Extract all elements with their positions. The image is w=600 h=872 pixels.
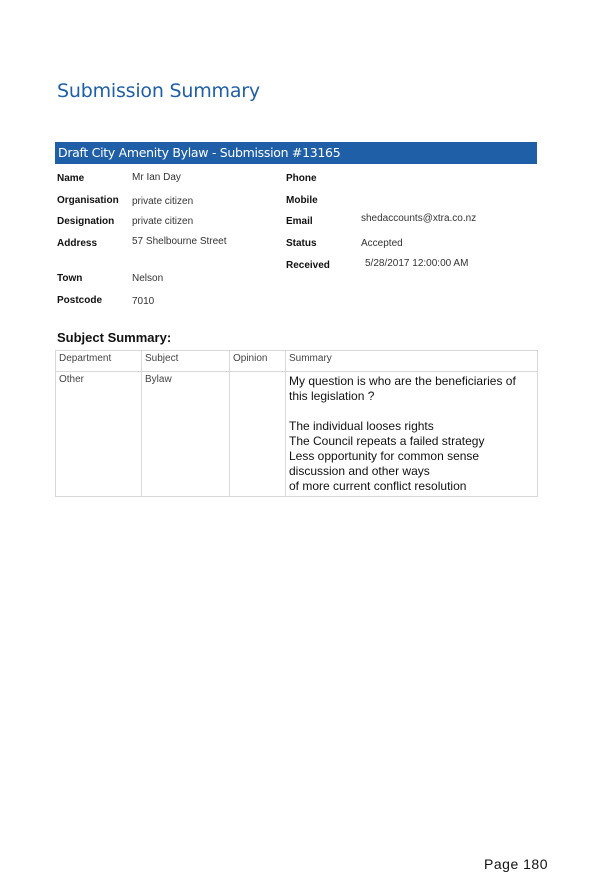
column-header-opinion: Opinion — [230, 351, 286, 372]
phone-label: Phone — [286, 173, 317, 184]
designation-label: Designation — [57, 216, 115, 227]
column-header-summary: Summary — [286, 351, 538, 372]
status-label: Status — [286, 238, 317, 249]
postcode-value: 7010 — [132, 296, 155, 307]
subject-summary-heading: Subject Summary: — [57, 330, 172, 345]
page-title: Submission Summary — [57, 80, 260, 102]
designation-value: private citizen — [132, 216, 194, 227]
town-label: Town — [57, 273, 83, 284]
summary-cell — [286, 372, 538, 497]
address-label: Address — [57, 238, 98, 249]
received-value: 5/28/2017 12:00:00 AM — [365, 258, 469, 269]
email-label: Email — [286, 216, 313, 227]
summary-paragraph: The individual looses rights The Council repeats a failed strategy Less opportunity for common sense discussion and other ways of more current conflict resolution — [289, 419, 485, 493]
town-value: Nelson — [132, 273, 164, 284]
name-value: Mr Ian Day — [132, 172, 181, 183]
organisation-label: Organisation — [57, 195, 119, 206]
email-value: shedaccounts@xtra.co.nz — [361, 213, 477, 224]
postcode-label: Postcode — [57, 295, 103, 306]
organisation-value: private citizen — [132, 196, 194, 207]
department-cell: Other — [56, 372, 142, 497]
received-label: Received — [286, 260, 330, 271]
summary-paragraph: My question is who are the beneficiaries of this legislation ? — [289, 374, 516, 403]
subject-summary-table — [55, 350, 538, 497]
page-number: Page 180 — [484, 856, 548, 872]
submission-banner: Draft City Amenity Bylaw - Submission #13165 — [55, 142, 537, 164]
table-header-row — [56, 351, 538, 372]
name-label: Name — [57, 173, 85, 184]
address-value: 57 Shelbourne Street — [132, 236, 227, 247]
opinion-cell — [230, 372, 286, 497]
column-header-department: Department — [56, 351, 142, 372]
mobile-label: Mobile — [286, 195, 318, 206]
subject-cell: Bylaw — [142, 372, 230, 497]
table-row — [56, 372, 538, 497]
column-header-subject: Subject — [142, 351, 230, 372]
status-value: Accepted — [361, 238, 403, 249]
